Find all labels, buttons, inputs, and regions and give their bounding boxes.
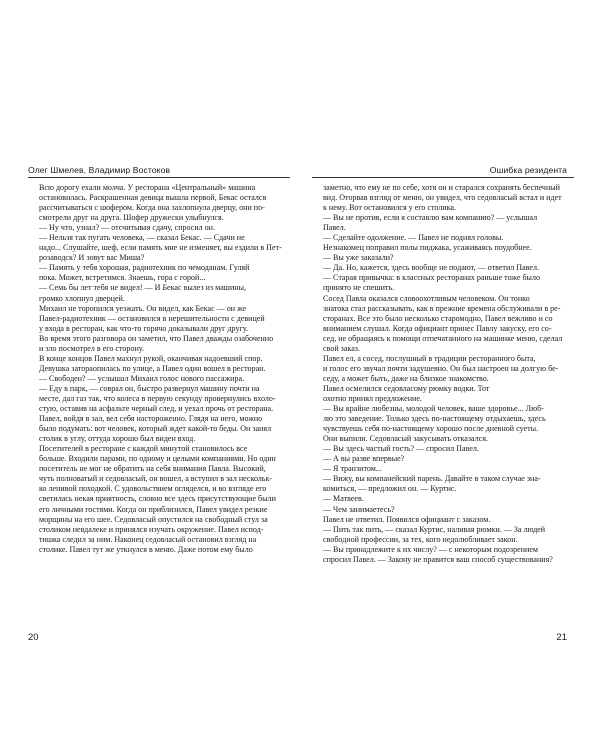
text-line: — Свободен? — услышал Михаил голос нового пассажира. [39, 373, 245, 383]
text-line: — Семь бы лет тебя не видел! — И Бекас вылез из машины, [39, 283, 246, 293]
text-line: заметно, что ему не по себе, хотя он и старался сохранять беспечный [323, 183, 560, 192]
text-line: В конце концов Павел махнул рукой, оканчивая надоевший спор. [39, 353, 263, 363]
running-header-title: Ошибка резидента [489, 165, 567, 175]
right-page [300, 0, 600, 750]
text-line: рассчитываться с шофером. Когда она захлопнула дверцу, они по- [39, 203, 265, 213]
text-line: — Вы здесь частый гость? — спросил Павел. [323, 444, 479, 454]
text-line: — Нельзя так пугать человека, — сказал Бекас. — Сдачи не [39, 233, 245, 243]
text-line: пока. Может, встретимся. Знаешь, гора с горой... [39, 273, 206, 283]
text-line: лю это заведение. Только здесь по-настоящему отдыхаешь, здесь [323, 414, 546, 424]
text-line: ко ленивой походкой. С удовольствием огляделся, и во взгляде его [39, 484, 267, 494]
text-line: надо... Слушайте, шеф, если память мне не изменяет, вы ездили в Пет- [39, 243, 282, 253]
text-line: Сосед Павла оказался словоохотливым человеком. Он тонко [323, 293, 530, 303]
text-line: — Ну что, узнал? — отсчитывая сдачу, спросил он. [39, 223, 215, 233]
header-rule [28, 177, 290, 178]
text-line: Павел-радиотехник — остановился в нерешительности с девицей [39, 313, 265, 323]
text-line: — Пить так пить, — сказал Куртис, наливая рюмки. — За людей [323, 524, 546, 534]
text-line: столиком невдалеке и принялся изучать окружение. Павел испод- [39, 524, 264, 534]
text-line: тишка следил за ним. Наконец седовласый остановил взгляд на [39, 534, 257, 544]
page-number: 21 [556, 632, 567, 643]
text-line: к нему. Вот остановился у его столика. [323, 203, 456, 213]
text-line: Посетителей в ресторане с каждой минутой становилось все [39, 444, 248, 454]
text-line: Павел, войдя в зал, вел себя настороженно. Глядя на него, можно [39, 414, 263, 424]
text-line: — Вы принадлежите к их числу? — с некоторым подозрением [323, 544, 538, 554]
body-text [28, 183, 290, 555]
text-line: морщины на его шее. Седовласый опустился на свободный стул за [39, 514, 268, 524]
text-line: чуть полноватый и седовласый, он вошел, а вступил в зал нескольк- [39, 474, 273, 484]
text-line: Незнакомец поправил полы пиджака, усаживаясь поудобнее. [323, 243, 532, 253]
text-line: месте, дал газ так, что колеса в первую секунду провернулись вхоло- [39, 393, 276, 403]
text-line: Павел ел, а сосед, послушный в традиции ресторанного быта, [323, 353, 536, 363]
text-line: Михаил не торопился уезжать. Он видел, как Бекас — он же [39, 303, 247, 313]
text-line: вид. Оторвав взгляд от меню, он увидел, что седовласый встал и идет [323, 193, 562, 203]
text-line: — Матвеев. [323, 494, 364, 504]
text-line: — Вы крайне любезны, молодой человек, ваше здоровье... Люб- [323, 404, 544, 414]
text-line: охотно принял предложение. [323, 393, 422, 403]
text-line: комиться, — предложил он. — Куртис. [323, 484, 457, 494]
text-line: его личными гостями. Когда он приблизился, Павел увидел резкие [39, 504, 268, 514]
text-line: — Вы уже заказали? [323, 253, 394, 263]
text-line: свободной профессии, за тех, кого недолюбливает закон. [323, 534, 518, 544]
text-line: чувствуешь себя по-настоящему хорошо после дневной суеты. [323, 424, 539, 434]
text-line: знатока стал рассказывать, как в прежние времена обслуживали в ре- [323, 303, 561, 313]
text-line: Они выпили. Седовласый закусывать отказался. [323, 434, 488, 444]
text-line: свой заказ. [323, 343, 360, 353]
text-line: больше. Входили парами, по одному и целыми компаниями. Но один [39, 454, 276, 464]
text-line: — Я транзитом... [323, 464, 382, 474]
header-rule [312, 177, 574, 178]
text-line: принято не спешить. [323, 283, 395, 293]
text-line: посетитель не мог не обратить на себя внимания Павла. Высокий, [39, 464, 266, 474]
text-line: сед, не обращаясь к помощи отпечатанного на машинке меню, сделал [323, 333, 563, 343]
text-line: — Вы не против, если я составлю вам компанию? — услышал [323, 213, 538, 223]
text-line: Всю дорогу ехали молча. У ресторана «Центральный» машина [39, 183, 256, 192]
text-line: и зло посмотрел в его сторону. [39, 343, 145, 353]
text-line: Павел не ответил. Появился официант с заказом. [323, 514, 491, 524]
text-line: Девушка затораопилась по улице, а Павел один вошел в ресторан. [39, 363, 266, 373]
text-line: — Старая привычка: в классных ресторанах раньше тоже было [323, 273, 540, 283]
text-line: — Вижу, вы компанейский парень. Давайте в таком случае зна- [323, 474, 541, 484]
page-number: 20 [28, 632, 39, 643]
text-line: седу, а может быть, даже на близкое знакомство. [323, 373, 489, 383]
text-line: — Память у тебя хорошая, радиотехник по чемоданам. Гуляй [39, 263, 250, 273]
text-line: громко хлопнул дверцей. [39, 293, 125, 303]
text-line: розаводск? И зовут вас Миша? [39, 253, 145, 263]
text-line: вниманием слушал. Когда официант принес Павлу закуску, его со- [323, 323, 552, 333]
text-line: — А вы разве впервые? [323, 454, 405, 464]
text-line: спросил Павел. — Закону не правится ваш способ существования? [323, 554, 553, 564]
text-line: было подумать: вот человек, который ждет какой-то беды. Он занял [39, 424, 272, 434]
text-line: — Еду в парк, — соврал он, быстро развернул машину почти на [39, 383, 260, 393]
text-line: стую, оставив на асфальте черный след, и уехал прочь от ресторана. [39, 404, 274, 414]
text-line: остановилась. Раскрашенная девица вышла первой, Бекас остался [39, 193, 267, 203]
text-line: Павел. [323, 223, 346, 233]
running-header-authors: Олег Шмелев, Владимир Востоков [28, 165, 171, 175]
text-line: столике. Павел тут же уткнулся в меню. Даже потом ему было [39, 544, 253, 554]
text-line: — Чем занимаетесь? [323, 504, 395, 514]
text-line: столик в углу, оттуда хорошо был виден вход. [39, 434, 196, 444]
text-line: светилась некая приятность, словно все здесь присутствующие были [39, 494, 276, 504]
body-text [312, 183, 574, 565]
text-line: смотрели друг на друга. Шофер дружески улыбнулся. [39, 213, 224, 223]
text-line: — Сделайте одолжение. — Павел не поднял головы. [323, 233, 504, 243]
text-line: сторанах. Все это было несколько старомодно, Павел вежливо и со [323, 313, 553, 323]
text-line: у входа в ресторан, как что-то горячо доказывали друг другу. [39, 323, 249, 333]
text-line: и голос его звучал почти задушевно. Он был настроен на долгую бе- [323, 363, 559, 373]
text-line: — Да. Но, кажется, здесь вообще не подают, — ответил Павел. [323, 263, 540, 273]
text-line: Во время этого разговора он заметил, что Павел дважды озабоченно [39, 333, 274, 343]
text-line: Павел осмелился седовласому рюмку водки. Тот [323, 383, 490, 393]
